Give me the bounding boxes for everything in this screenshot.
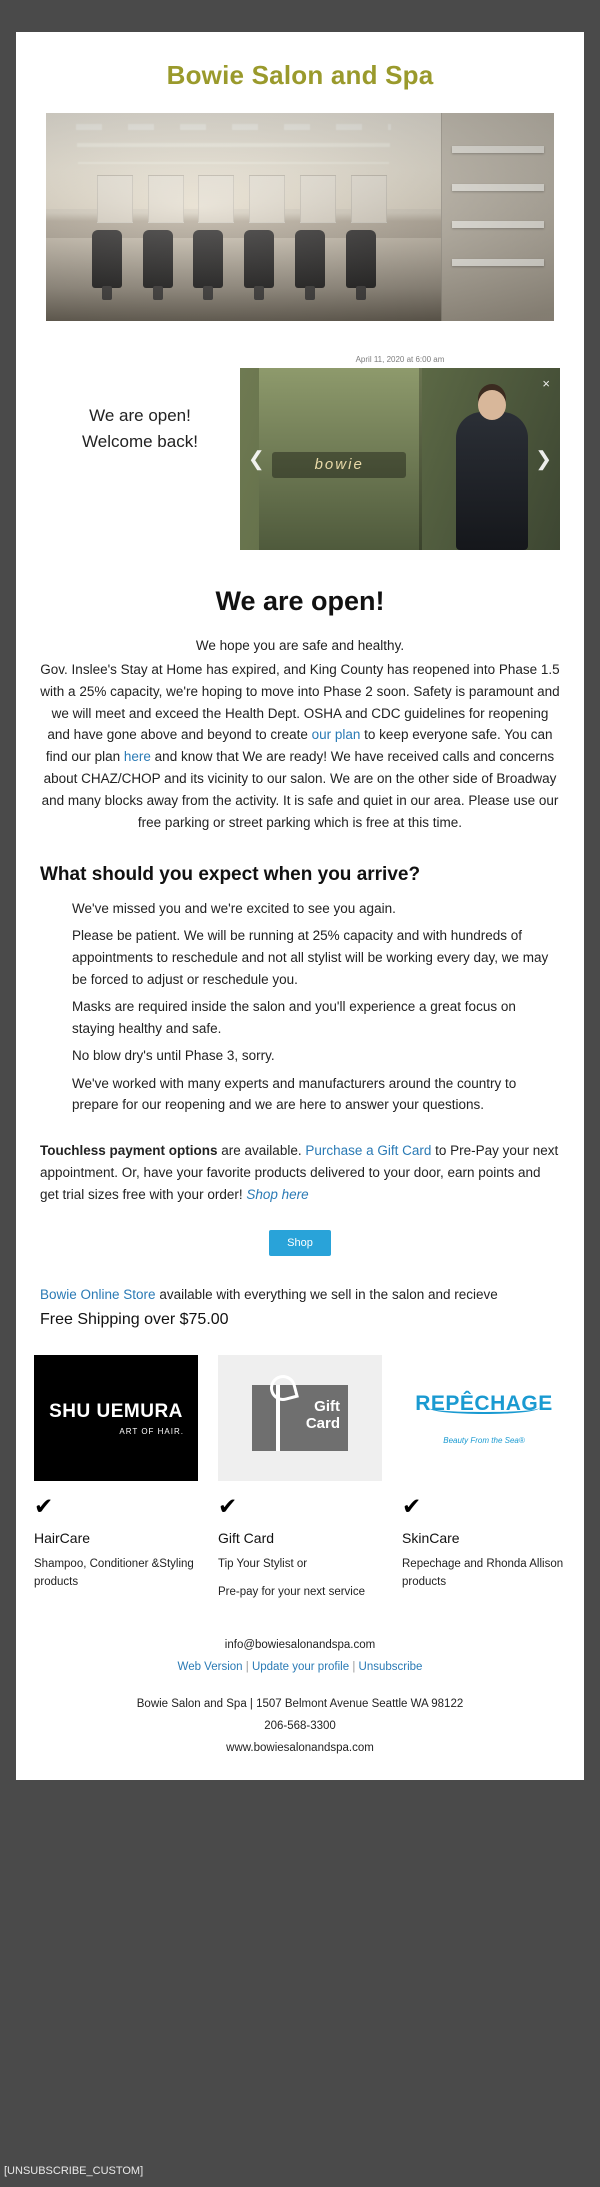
gift-box-graphic — [252, 1385, 348, 1451]
gift-label-line1: Gift — [314, 1398, 340, 1416]
touchless-text-b: to Pre-Pay your next appointment. Or, have your favorite products delivered to your door, earn points and get trial sizes free with your order! — [40, 1143, 559, 1202]
wave-icon — [429, 1402, 539, 1414]
update-profile-link[interactable]: Update your profile — [251, 1660, 350, 1673]
body-paragraph-1: We hope you are safe and healthy. — [195, 638, 405, 653]
hero-image-wrapper — [46, 113, 554, 321]
web-version-link[interactable]: Web Version — [177, 1660, 243, 1673]
welcome-text — [40, 355, 240, 454]
here-link[interactable]: here — [123, 749, 151, 765]
list-item: No blow dry's until Phase 3, sorry. — [72, 1048, 275, 1064]
footer-phone: 206-568-3300 — [264, 1720, 336, 1733]
shop-button[interactable]: Shop — [269, 1230, 331, 1256]
photo-date: April 11, 2020 at 6:00 am — [355, 355, 445, 364]
email-page — [0, 32, 600, 2187]
card-skincare[interactable] — [402, 1355, 566, 1601]
check-icon: ✔ — [34, 1493, 54, 1520]
unsubscribe-link[interactable]: Unsubscribe — [358, 1660, 423, 1673]
footer-email: info@bowiesalonandspa.com — [224, 1638, 376, 1651]
purchase-gift-card-link[interactable]: Purchase a Gift Card — [305, 1143, 432, 1159]
touchless-payment-paragraph — [16, 1122, 584, 1206]
card-text-line1: Tip Your Stylist or — [218, 1558, 308, 1571]
online-store-text: available with everything we sell in the salon and recieve — [155, 1286, 498, 1302]
page-title: Bowie Salon and Spa — [166, 60, 434, 90]
email-footer — [16, 1635, 584, 1760]
footer-separator-1: | — [245, 1660, 249, 1673]
list-item: We've missed you and we're excited to see you again. — [72, 900, 396, 916]
touchless-text-a: are available. — [217, 1143, 306, 1159]
product-cards — [16, 1329, 584, 1601]
repechage-brand-name: REPÊCHAGE — [415, 1391, 553, 1415]
card-haircare[interactable] — [34, 1355, 198, 1601]
welcome-line-2: Welcome back! — [82, 431, 198, 451]
card-title: HairCare — [34, 1530, 91, 1547]
card-gift-card[interactable] — [218, 1355, 382, 1601]
shop-here-link[interactable]: Shop here — [246, 1186, 309, 1202]
shop-button-wrapper — [16, 1206, 584, 1266]
storefront-photo — [240, 368, 560, 550]
next-arrow-icon[interactable]: ❯ — [535, 448, 552, 471]
list-item: Please be patient. We will be running at 25% capacity and with hundreds of appointments to reschedule and not all stylist will be working every day, we may be forced to adjust or reschedule you. — [72, 928, 549, 987]
touchless-bold-text: Touchless payment options — [40, 1143, 218, 1159]
gift-card-image — [218, 1355, 382, 1481]
photo-vignette — [46, 113, 554, 321]
salon-interior-photo — [46, 113, 554, 321]
card-text: Repechage and Rhonda Allison products — [402, 1558, 564, 1588]
body-copy — [16, 635, 584, 834]
prev-arrow-icon[interactable]: ❮ — [248, 448, 265, 471]
expect-section-title: What should you expect when you arrive? — [40, 863, 421, 885]
footer-separator-2: | — [352, 1660, 356, 1673]
body-paragraph-2 — [40, 659, 560, 834]
our-plan-link[interactable]: our plan — [311, 727, 361, 743]
card-title: Gift Card — [218, 1530, 275, 1547]
gift-label-line2: Card — [305, 1414, 340, 1432]
bowie-online-store-link[interactable]: Bowie Online Store — [40, 1286, 156, 1302]
online-store-paragraph — [16, 1266, 584, 1306]
body-text-a: Gov. Inslee's Stay at Home has expired, and King County has reopened into Phase 1.5 with a 25% capacity, we're hoping to move into Phase 2 soon. Safety is paramount and we will meet and exceed the Health Dept. OSHA and CDC guidelines for reopening and have gone above and beyond to create — [40, 661, 560, 743]
list-item: We've worked with many experts and manufacturers around the country to prepare for our reopening and we are here to answer your questions. — [72, 1075, 517, 1113]
check-icon: ✔ — [402, 1493, 422, 1520]
unsubscribe-custom-token: [UNSUBSCRIBE_CUSTOM] — [4, 2165, 144, 2177]
card-text: Shampoo, Conditioner &Styling products — [34, 1558, 194, 1588]
body-text-c: and know that We are ready! We have received calls and concerns about CHAZ/CHOP and its vicinity to our salon. We are on the other side of Broadway and many blocks away from the activity. It is safe and quiet in our area. Please use our free parking or street parking which is free at this time. — [41, 749, 559, 830]
welcome-line-1: We are open! — [89, 406, 191, 425]
email-body — [16, 32, 584, 1780]
main-headline: We are open! — [215, 586, 385, 616]
shu-uemura-logo — [34, 1355, 198, 1481]
repechage-logo — [402, 1355, 566, 1481]
body-text-b: to keep everyone safe. You can find our plan — [45, 727, 553, 765]
check-icon: ✔ — [218, 1493, 238, 1520]
expect-list — [16, 898, 584, 1116]
person-figure — [456, 412, 528, 550]
photo-card — [240, 355, 560, 550]
footer-website: www.bowiesalonandspa.com — [226, 1742, 374, 1755]
footer-links — [16, 1657, 584, 1679]
footer-address: Bowie Salon and Spa | 1507 Belmont Avenue Seattle WA 98122 — [136, 1698, 464, 1711]
welcome-block — [16, 355, 584, 550]
close-icon[interactable]: × — [542, 376, 550, 391]
salon-sign: bowie — [272, 452, 406, 478]
card-title: SkinCare — [402, 1530, 460, 1547]
free-shipping-text: Free Shipping over $75.00 — [40, 1311, 229, 1329]
shu-brand-name: SHU UEMURA — [49, 1400, 183, 1422]
shu-brand-sub: ART OF HAIR. — [119, 1426, 184, 1436]
list-item: Masks are required inside the salon and you'll experience a great focus on staying healthy and safe. — [72, 999, 516, 1036]
repechage-tagline: Beauty From the Sea® — [443, 1435, 525, 1445]
card-text-line2: Pre-pay for your next service — [218, 1585, 366, 1598]
